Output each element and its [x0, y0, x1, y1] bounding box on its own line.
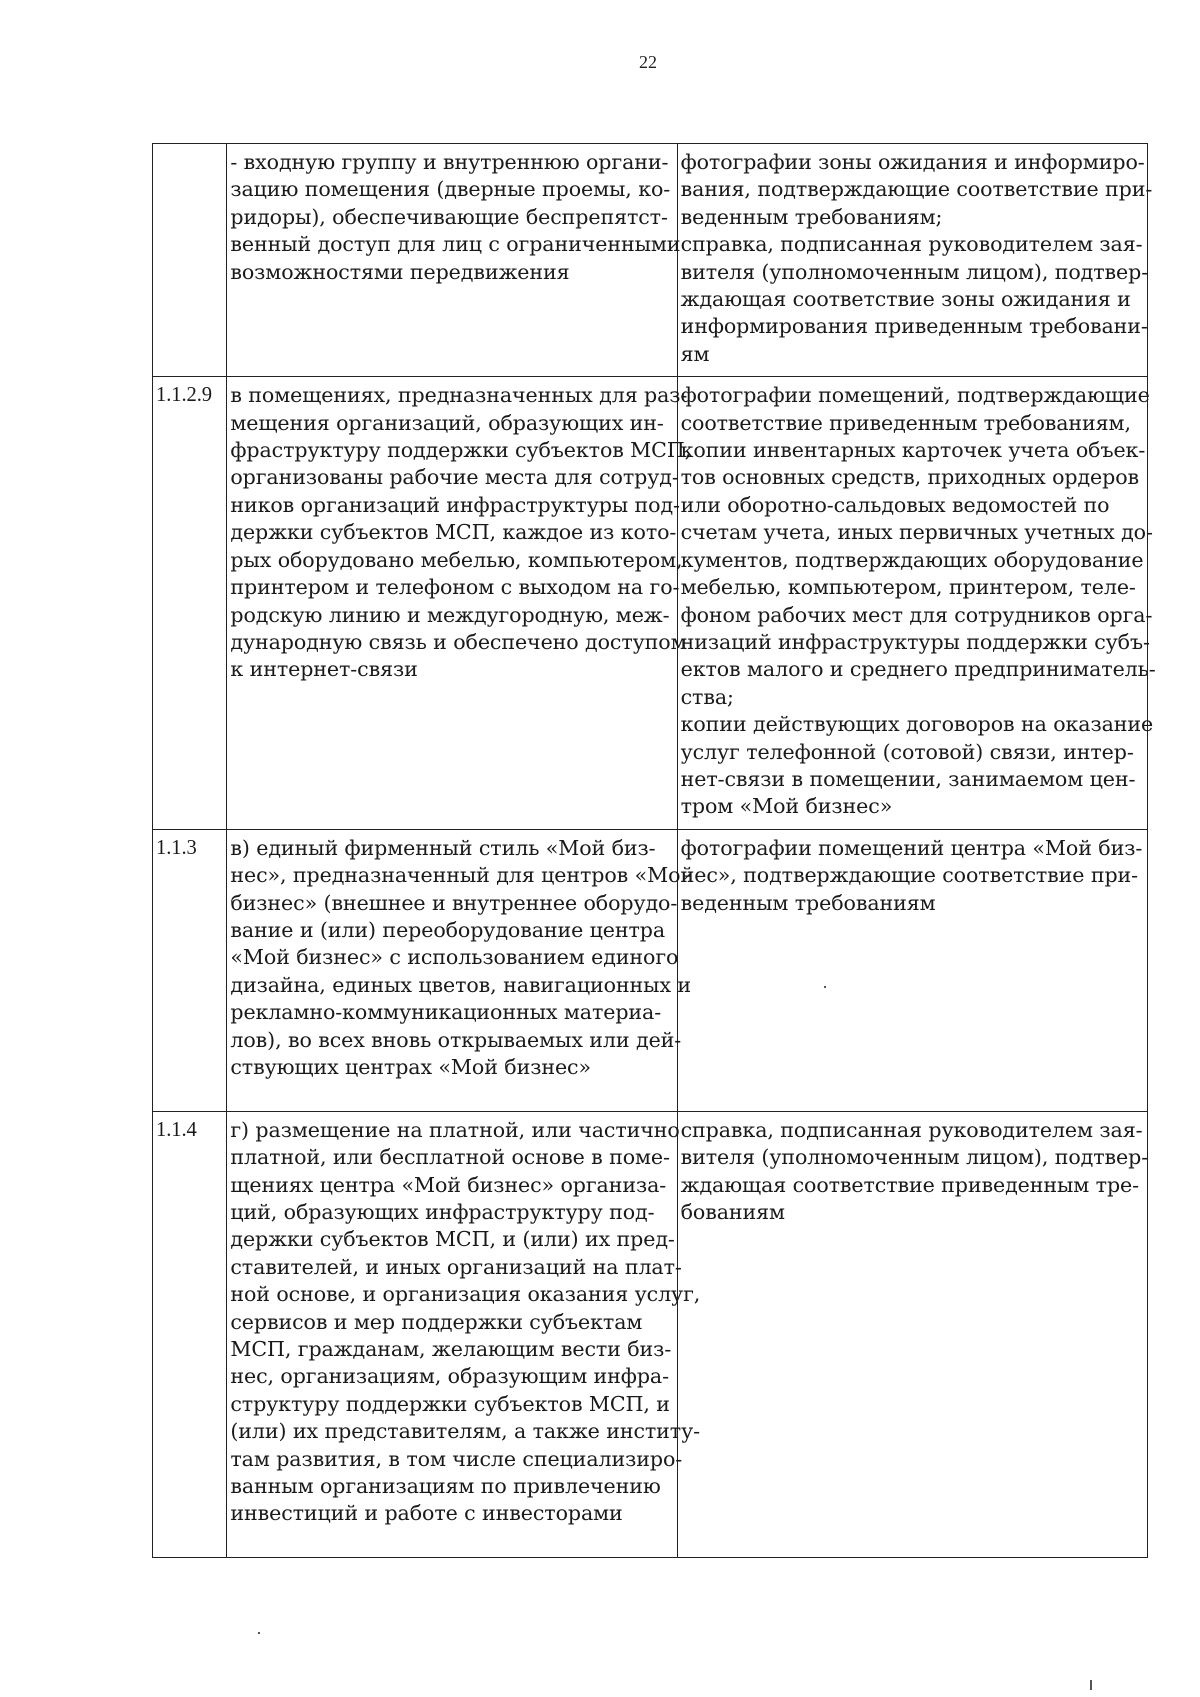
document-text-line: мебелью, компьютером, принтером, теле-: [680, 575, 1136, 600]
table-row: [153, 144, 1148, 377]
table-row: [153, 1111, 1148, 1557]
requirement-text-line: ций, образующих инфраструктуру под-: [230, 1199, 655, 1224]
requirement-text-line: рых оборудовано мебелью, компьютером,: [230, 547, 683, 572]
requirement-text-line: нес, организациям, образующим инфра-: [230, 1364, 669, 1389]
document-text-line: вания, подтверждающие соответствие при-: [680, 177, 1153, 202]
requirement-text-line: бизнес» (внешнее и внутреннее оборудо-: [230, 890, 678, 915]
document-text-line: ждающая соответствие зоны ожидания и: [680, 287, 1131, 312]
table-row: [153, 377, 1148, 830]
requirement-text-line: дизайна, единых цветов, навигационных и: [230, 972, 692, 997]
document-text-line: соответствие приведенным требованиям,: [680, 410, 1131, 435]
document-text-line: тром «Мой бизнес»: [680, 794, 893, 819]
requirement-text-line: возможностями передвижения: [230, 259, 570, 284]
table-body: [153, 144, 1156, 1558]
item-number-cell: [153, 144, 227, 377]
requirement-cell: [227, 377, 692, 830]
document-text-line: веденным требованиям;: [680, 204, 943, 229]
scan-speck: [1090, 1680, 1092, 1690]
requirement-text-line: щениях центра «Мой бизнес» организа-: [230, 1172, 667, 1197]
scan-speck: [824, 986, 826, 988]
document-text-line: фотографии помещений центра «Мой биз-: [680, 835, 1143, 860]
requirement-text-line: «Мой бизнес» с использованием единого: [230, 945, 679, 970]
requirement-text-line: г) размещение на платной, или частично: [230, 1117, 680, 1142]
document-text-line: фотографии помещений, подтверждающие: [680, 383, 1150, 408]
requirement-cell: [227, 144, 681, 377]
item-number-cell: 1.1.4: [153, 1111, 227, 1557]
requirement-text-line: мещения организаций, образующих ин-: [230, 410, 664, 435]
documents-cell: [677, 1111, 1147, 1557]
document-text-line: копии действующих договоров на оказание: [680, 712, 1154, 737]
document-text-line: фотографии зоны ожидания и информиро-: [680, 150, 1145, 174]
documents-cell: [677, 144, 1153, 377]
document-text-line: или оборотно-сальдовых ведомостей по: [680, 492, 1110, 517]
requirement-text-line: ставителей, и иных организаций на плат-: [230, 1254, 682, 1279]
requirement-cell: [227, 1111, 701, 1557]
requirement-text-line: ванным организациям по привлечению: [230, 1474, 661, 1499]
document-text-line: копии инвентарных карточек учета объек-: [680, 438, 1146, 463]
documents-cell: [677, 829, 1147, 1111]
item-number-cell: 1.1.3: [153, 829, 227, 1111]
requirement-text-line: там развития, в том числе специализиро-: [230, 1446, 683, 1471]
document-text-line: вителя (уполномоченным лицом), подтвер-: [680, 1145, 1149, 1170]
document-text-line: ям: [680, 341, 710, 366]
requirement-text-line: родскую линию и междугородную, меж-: [230, 602, 670, 627]
requirement-text-line: сервисов и мер поддержки субъектам: [230, 1309, 643, 1334]
requirement-text-line: рекламно-коммуникационных материа-: [230, 1000, 662, 1025]
requirement-text-line: вание и (или) переоборудование центра: [230, 917, 666, 942]
document-text-line: ектов малого и среднего предприниматель-: [680, 657, 1156, 682]
document-text-line: низаций инфраструктуры поддержки субъ-: [680, 629, 1150, 654]
requirement-cell: [227, 829, 695, 1111]
requirement-text-line: ной основе, и организация оказания услуг,: [230, 1282, 701, 1307]
item-number-cell: 1.1.2.9: [153, 377, 227, 830]
requirement-text-line: принтером и телефоном с выходом на го-: [230, 575, 680, 600]
requirement-text-line: держки субъектов МСП, и (или) их пред-: [230, 1227, 675, 1252]
requirement-text-line: ников организаций инфраструктуры под-: [230, 492, 680, 517]
requirements-table: [152, 143, 1156, 1558]
page-number: 22: [639, 52, 657, 72]
scan-speck: [258, 1632, 260, 1634]
requirement-text-line: венный доступ для лиц с ограниченными: [230, 232, 681, 257]
document-text-line: справка, подписанная руководителем зая-: [680, 1117, 1143, 1142]
document-text-line: услуг телефонной (сотовой) связи, интер-: [680, 739, 1134, 764]
document-text-line: нет-связи в помещении, занимаемом цен-: [680, 766, 1136, 791]
requirement-text-line: зацию помещения (дверные проемы, ко-: [230, 177, 671, 202]
requirement-text-line: к интернет-связи: [230, 657, 418, 682]
requirement-text-line: фраструктуру поддержки субъектов МСП,: [230, 438, 692, 463]
requirement-text-line: платной, или бесплатной основе в поме-: [230, 1145, 670, 1170]
document-text-line: веденным требованиям: [680, 890, 936, 915]
document-text-line: информирования приведенным требовани-: [680, 314, 1148, 339]
requirement-text-line: ствующих центрах «Мой бизнес»: [230, 1055, 591, 1079]
requirement-text-line: лов), во всех вновь открываемых или дей-: [230, 1027, 682, 1052]
document-text-line: фоном рабочих мест для сотрудников орга-: [680, 602, 1153, 627]
document-text-line: вителя (уполномоченным лицом), подтвер-: [680, 259, 1149, 284]
requirement-text-line: в помещениях, предназначенных для раз-: [230, 383, 688, 408]
table-row: [153, 829, 1148, 1111]
requirement-text-line: структуру поддержки субъектов МСП, и: [230, 1391, 670, 1416]
requirement-text-line: нес», предназначенный для центров «Мой: [230, 863, 695, 888]
requirement-text-line: инвестиций и работе с инвесторами: [230, 1501, 623, 1526]
requirement-text-line: ридоры), обеспечивающие беспрепятст-: [230, 204, 668, 229]
document-text-line: ства;: [680, 684, 734, 709]
document-text-line: справка, подписанная руководителем зая-: [680, 232, 1143, 257]
document-text-line: счетам учета, иных первичных учетных до-: [680, 520, 1153, 545]
requirement-text-line: - входную группу и внутреннюю органи-: [230, 150, 669, 174]
document-text-line: кументов, подтверждающих оборудование: [680, 547, 1144, 572]
requirement-text-line: МСП, гражданам, желающим вести биз-: [230, 1337, 672, 1361]
document-text-line: ждающая соответствие приведенным тре-: [680, 1172, 1139, 1197]
documents-cell: [677, 377, 1156, 830]
requirement-text-line: (или) их представителям, а также институ-: [230, 1419, 700, 1444]
requirement-text-line: организованы рабочие места для сотруд-: [230, 465, 679, 490]
document-text-line: тов основных средств, приходных ордеров: [680, 465, 1139, 490]
requirement-text-line: дународную связь и обеспечено доступом: [230, 629, 687, 654]
document-text-line: бованиям: [680, 1199, 785, 1224]
requirement-text-line: в) единый фирменный стиль «Мой биз-: [230, 835, 656, 860]
requirement-text-line: держки субъектов МСП, каждое из кото-: [230, 520, 677, 545]
document-text-line: нес», подтверждающие соответствие при-: [680, 863, 1139, 888]
